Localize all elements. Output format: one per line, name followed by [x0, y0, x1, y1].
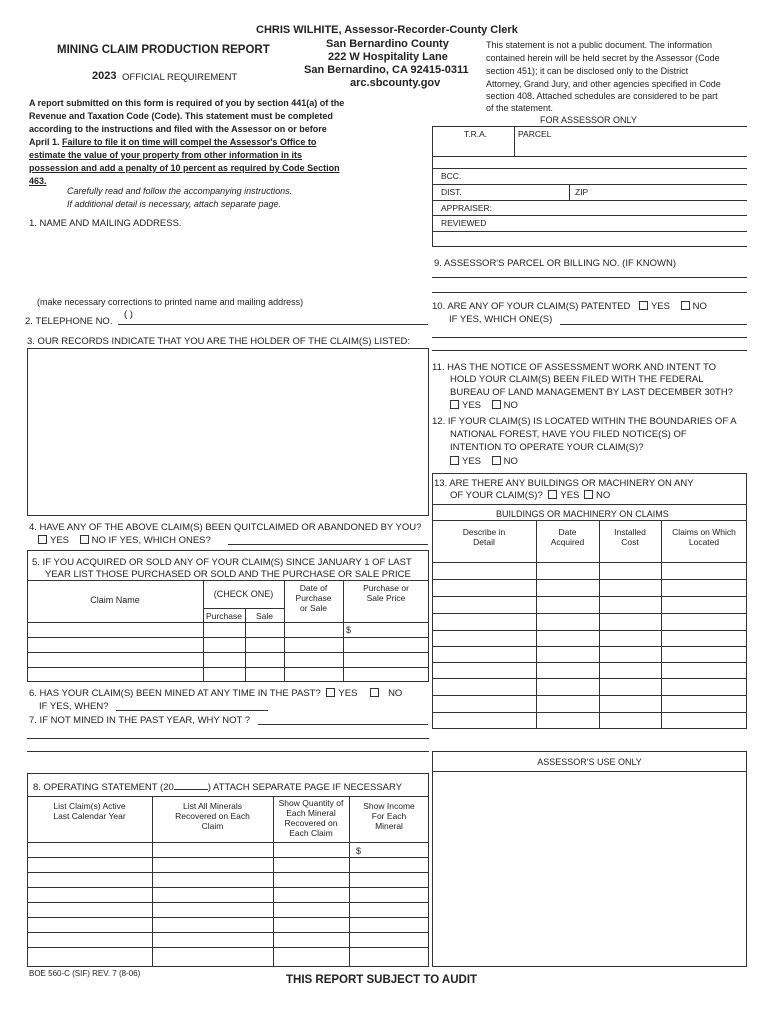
intro-line: according to the instructions and filed with the Assessor on or before — [29, 124, 327, 134]
q13-yes-checkbox[interactable] — [548, 490, 557, 499]
q4-label: 4. HAVE ANY OF THE ABOVE CLAIM(S) BEEN QUITCLAIMED OR ABANDONED BY YOU? — [29, 522, 422, 533]
q11-line: 11. HAS THE NOTICE OF ASSESSMENT WORK AND INTENT TO — [432, 362, 717, 373]
q11-options: YES NO — [450, 400, 518, 411]
zip-label: ZIP — [575, 187, 589, 197]
col-claim-name: Claim Name — [90, 595, 140, 605]
q13-line: OF YOUR CLAIM(S)? YES NO — [450, 490, 611, 501]
bcc-label: BCC. — [441, 171, 462, 181]
col-sale: Sale — [255, 611, 273, 621]
confidential-line: Attorney, Grand Jury, and other agencies specified in Code — [486, 79, 721, 89]
address-line-1: 222 W Hospitality Lane — [328, 51, 448, 63]
confidential-line: of the statement. — [486, 103, 554, 113]
confidential-line: section 451); it can be disclosed only to the District — [486, 66, 689, 76]
q1-label: 1. NAME AND MAILING ADDRESS. — [29, 218, 182, 229]
reviewed-label: REVIEWED — [441, 218, 487, 228]
instructions-note: Carefully read and follow the accompanying instructions. — [67, 186, 293, 196]
q10-label: 10. ARE ANY OF YOUR CLAIM(S) PATENTED YES NO — [432, 301, 707, 312]
intro-line: A report submitted on this form is required of you by section 441(a) of the — [29, 98, 345, 108]
q6-yes-checkbox[interactable] — [326, 688, 335, 697]
q12-line: NATIONAL FOREST, HAVE YOU FILED NOTICE(S) OF — [450, 429, 687, 440]
col-minerals: List All Minerals Recovered on Each Claim — [175, 801, 250, 831]
quitclaimed-claims-field[interactable] — [228, 544, 428, 545]
address-line-2: San Bernardino, CA 92415-0311 — [304, 64, 469, 76]
col-price: Purchase or Sale Price — [363, 583, 409, 603]
form-title: MINING CLAIM PRODUCTION REPORT — [57, 44, 270, 56]
patented-claims-field[interactable] — [560, 324, 747, 325]
q6-no-checkbox[interactable] — [370, 688, 379, 697]
assessors-use-title: ASSESSOR'S USE ONLY — [537, 757, 642, 767]
county-name: San Bernardino County — [326, 38, 449, 50]
intro-line: possession and add a penalty of 10 percent as required by Code Section — [29, 163, 340, 173]
col-check-one: (CHECK ONE) — [213, 589, 274, 599]
confidential-line: contained herein will be held secret by the Assessor (Code — [486, 53, 720, 63]
confidential-line: section 408. Attached schedules are considered to be part — [486, 91, 718, 101]
col-describe: Describe in Detail — [462, 527, 506, 547]
appraiser-label: APPRAISER: — [441, 203, 493, 213]
q12-line: 12. IF YOUR CLAIM(S) IS LOCATED WITHIN THE BOUNDARIES OF A — [432, 416, 737, 427]
q9-label: 9. ASSESSOR'S PARCEL OR BILLING NO. (IF KNOWN) — [434, 258, 677, 269]
assessors-use-box — [432, 751, 747, 967]
col-quantity: Show Quantity of Each Mineral Recovered on Each Claim — [278, 798, 344, 838]
q4-yes-checkbox[interactable] — [38, 535, 47, 544]
col-claims-located: Claims on Which Located — [672, 527, 736, 547]
col-installed-cost: Installed Cost — [614, 527, 646, 547]
corrections-note: (make necessary corrections to printed name and mailing address) — [37, 297, 304, 307]
q11-line: HOLD YOUR CLAIM(S) BEEN FILED WITH THE FEDERAL — [450, 374, 704, 385]
form-year: 2023 — [92, 70, 117, 82]
q11-yes-checkbox[interactable] — [450, 400, 459, 409]
q10-which-label: IF YES, WHICH ONE(S) — [449, 314, 553, 325]
official-requirement: OFFICIAL REQUIREMENT — [122, 72, 238, 83]
q12-options: YES NO — [450, 456, 518, 467]
q6-when-label: IF YES, WHEN? — [39, 701, 109, 712]
q12-yes-checkbox[interactable] — [450, 456, 459, 465]
q13-no-checkbox[interactable] — [584, 490, 593, 499]
attach-note: If additional detail is necessary, attach separate page. — [67, 199, 281, 209]
audit-notice: THIS REPORT SUBJECT TO AUDIT — [286, 974, 478, 986]
q10-yes-checkbox[interactable] — [639, 301, 648, 310]
q6-label: 6. HAS YOUR CLAIM(S) BEEN MINED AT ANY TIME IN THE PAST? YES NO — [29, 688, 403, 699]
income-dollar-sign: $ — [356, 846, 362, 856]
q4-no-checkbox[interactable] — [80, 535, 89, 544]
intro-line: April 1. Failure to file it on time will compel the Assessor's Office to — [29, 137, 317, 147]
parcel-label: PARCEL — [518, 129, 552, 139]
q12-no-checkbox[interactable] — [492, 456, 501, 465]
price-dollar-sign: $ — [346, 625, 352, 635]
q5-line: 5. IF YOU ACQUIRED OR SOLD ANY OF YOUR CLAIM(S) SINCE JANUARY 1 OF LAST — [32, 557, 412, 568]
website: arc.sbcounty.gov — [350, 77, 441, 89]
q13-line: 13. ARE THERE ANY BUILDINGS OR MACHINERY ON ANY — [434, 478, 694, 489]
assessor-only-title: FOR ASSESSOR ONLY — [540, 115, 637, 125]
confidential-line: This statement is not a public document. The information — [486, 40, 712, 50]
col-active-claims: List Claim(s) Active Last Calendar Year — [53, 801, 126, 821]
col-date: Date of Purchase or Sale — [295, 583, 332, 613]
q5-line: YEAR LIST THOSE PURCHASED OR SOLD AND THE PURCHASE OR SALE PRICE — [45, 569, 411, 580]
q2-label: 2. TELEPHONE NO. — [25, 316, 113, 327]
q10-no-checkbox[interactable] — [681, 301, 690, 310]
form-number: BOE 560-C (SIF) REV. 7 (8-06) — [29, 969, 141, 978]
q8-label: 8. OPERATING STATEMENT (20 ) ATTACH SEPARATE PAGE IF NECESSARY — [33, 782, 403, 793]
tra-label: T.R.A. — [464, 129, 488, 139]
claims-listed-box — [27, 348, 429, 516]
area-code-paren: ( ) — [124, 309, 133, 320]
intro-line: estimate the value of your property from other information in its — [29, 150, 303, 160]
q4-options: YES NO IF YES, WHICH ONES? — [38, 535, 211, 546]
col-purchase: Purchase — [206, 611, 242, 621]
mined-when-field[interactable] — [116, 710, 268, 711]
q11-no-checkbox[interactable] — [492, 400, 501, 409]
why-not-mined-field[interactable] — [258, 724, 428, 725]
intro-line: Revenue and Taxation Code (Code). This statement must be completed — [29, 111, 333, 121]
q12-line: INTENTION TO OPERATE YOUR CLAIM(S)? — [450, 442, 644, 453]
col-income: Show Income For Each Mineral — [363, 801, 415, 831]
q3-label: 3. OUR RECORDS INDICATE THAT YOU ARE THE HOLDER OF THE CLAIM(S) LISTED: — [27, 336, 411, 347]
buildings-table-title: BUILDINGS OR MACHINERY ON CLAIMS — [496, 509, 669, 519]
q7-label: 7. IF NOT MINED IN THE PAST YEAR, WHY NOT ? — [29, 715, 251, 726]
q11-line: BUREAU OF LAND MANAGEMENT BY LAST DECEMBER 30TH? — [450, 387, 733, 398]
dist-label: DIST. — [441, 187, 462, 197]
assessor-name: CHRIS WILHITE, Assessor-Recorder-County Clerk — [256, 24, 518, 36]
intro-line: 463. — [29, 176, 47, 186]
col-date-acquired: Date Acquired — [550, 527, 585, 547]
telephone-field[interactable] — [118, 324, 428, 325]
parcel-number-field[interactable] — [432, 277, 747, 278]
